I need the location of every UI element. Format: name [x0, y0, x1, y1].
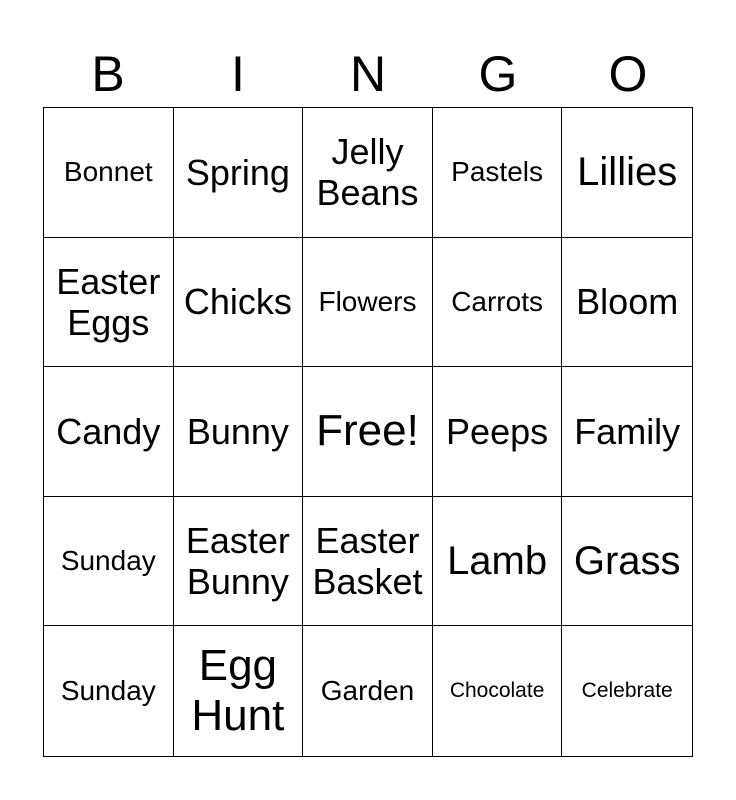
bingo-cell[interactable]: Grass: [562, 497, 692, 627]
bingo-cell[interactable]: Chocolate: [433, 626, 563, 756]
bingo-board: [43, 107, 693, 757]
bingo-cell[interactable]: Egg Hunt: [174, 626, 304, 756]
bingo-cell[interactable]: Spring: [174, 108, 304, 238]
bingo-header: [43, 40, 693, 108]
bingo-cell[interactable]: Family: [562, 367, 692, 497]
header-letter-i: I: [231, 46, 245, 102]
header-letter-g: G: [478, 46, 518, 102]
free-space-cell[interactable]: Free!: [303, 367, 433, 497]
bingo-cell[interactable]: Easter Basket: [303, 497, 433, 627]
bingo-cell[interactable]: Lillies: [562, 108, 692, 238]
bingo-cell[interactable]: Lamb: [433, 497, 563, 627]
bingo-cell[interactable]: Carrots: [433, 238, 563, 368]
bingo-cell[interactable]: Jelly Beans: [303, 108, 433, 238]
bingo-cell[interactable]: Candy: [44, 367, 174, 497]
bingo-cell[interactable]: Easter Eggs: [44, 238, 174, 368]
bingo-cell[interactable]: Pastels: [433, 108, 563, 238]
bingo-cell[interactable]: Bloom: [562, 238, 692, 368]
bingo-cell[interactable]: Sunday: [44, 497, 174, 627]
bingo-cell[interactable]: Easter Bunny: [174, 497, 304, 627]
bingo-cell[interactable]: Sunday: [44, 626, 174, 756]
header-letter-b: B: [91, 46, 125, 102]
header-letter-o: O: [608, 46, 648, 102]
header-letter-n: N: [349, 46, 387, 102]
bingo-cell[interactable]: Flowers: [303, 238, 433, 368]
bingo-cell[interactable]: Garden: [303, 626, 433, 756]
bingo-cell[interactable]: Chicks: [174, 238, 304, 368]
bingo-cell[interactable]: Bunny: [174, 367, 304, 497]
bingo-cell[interactable]: Bonnet: [44, 108, 174, 238]
bingo-cell[interactable]: Peeps: [433, 367, 563, 497]
bingo-cell[interactable]: Celebrate: [581, 679, 673, 703]
